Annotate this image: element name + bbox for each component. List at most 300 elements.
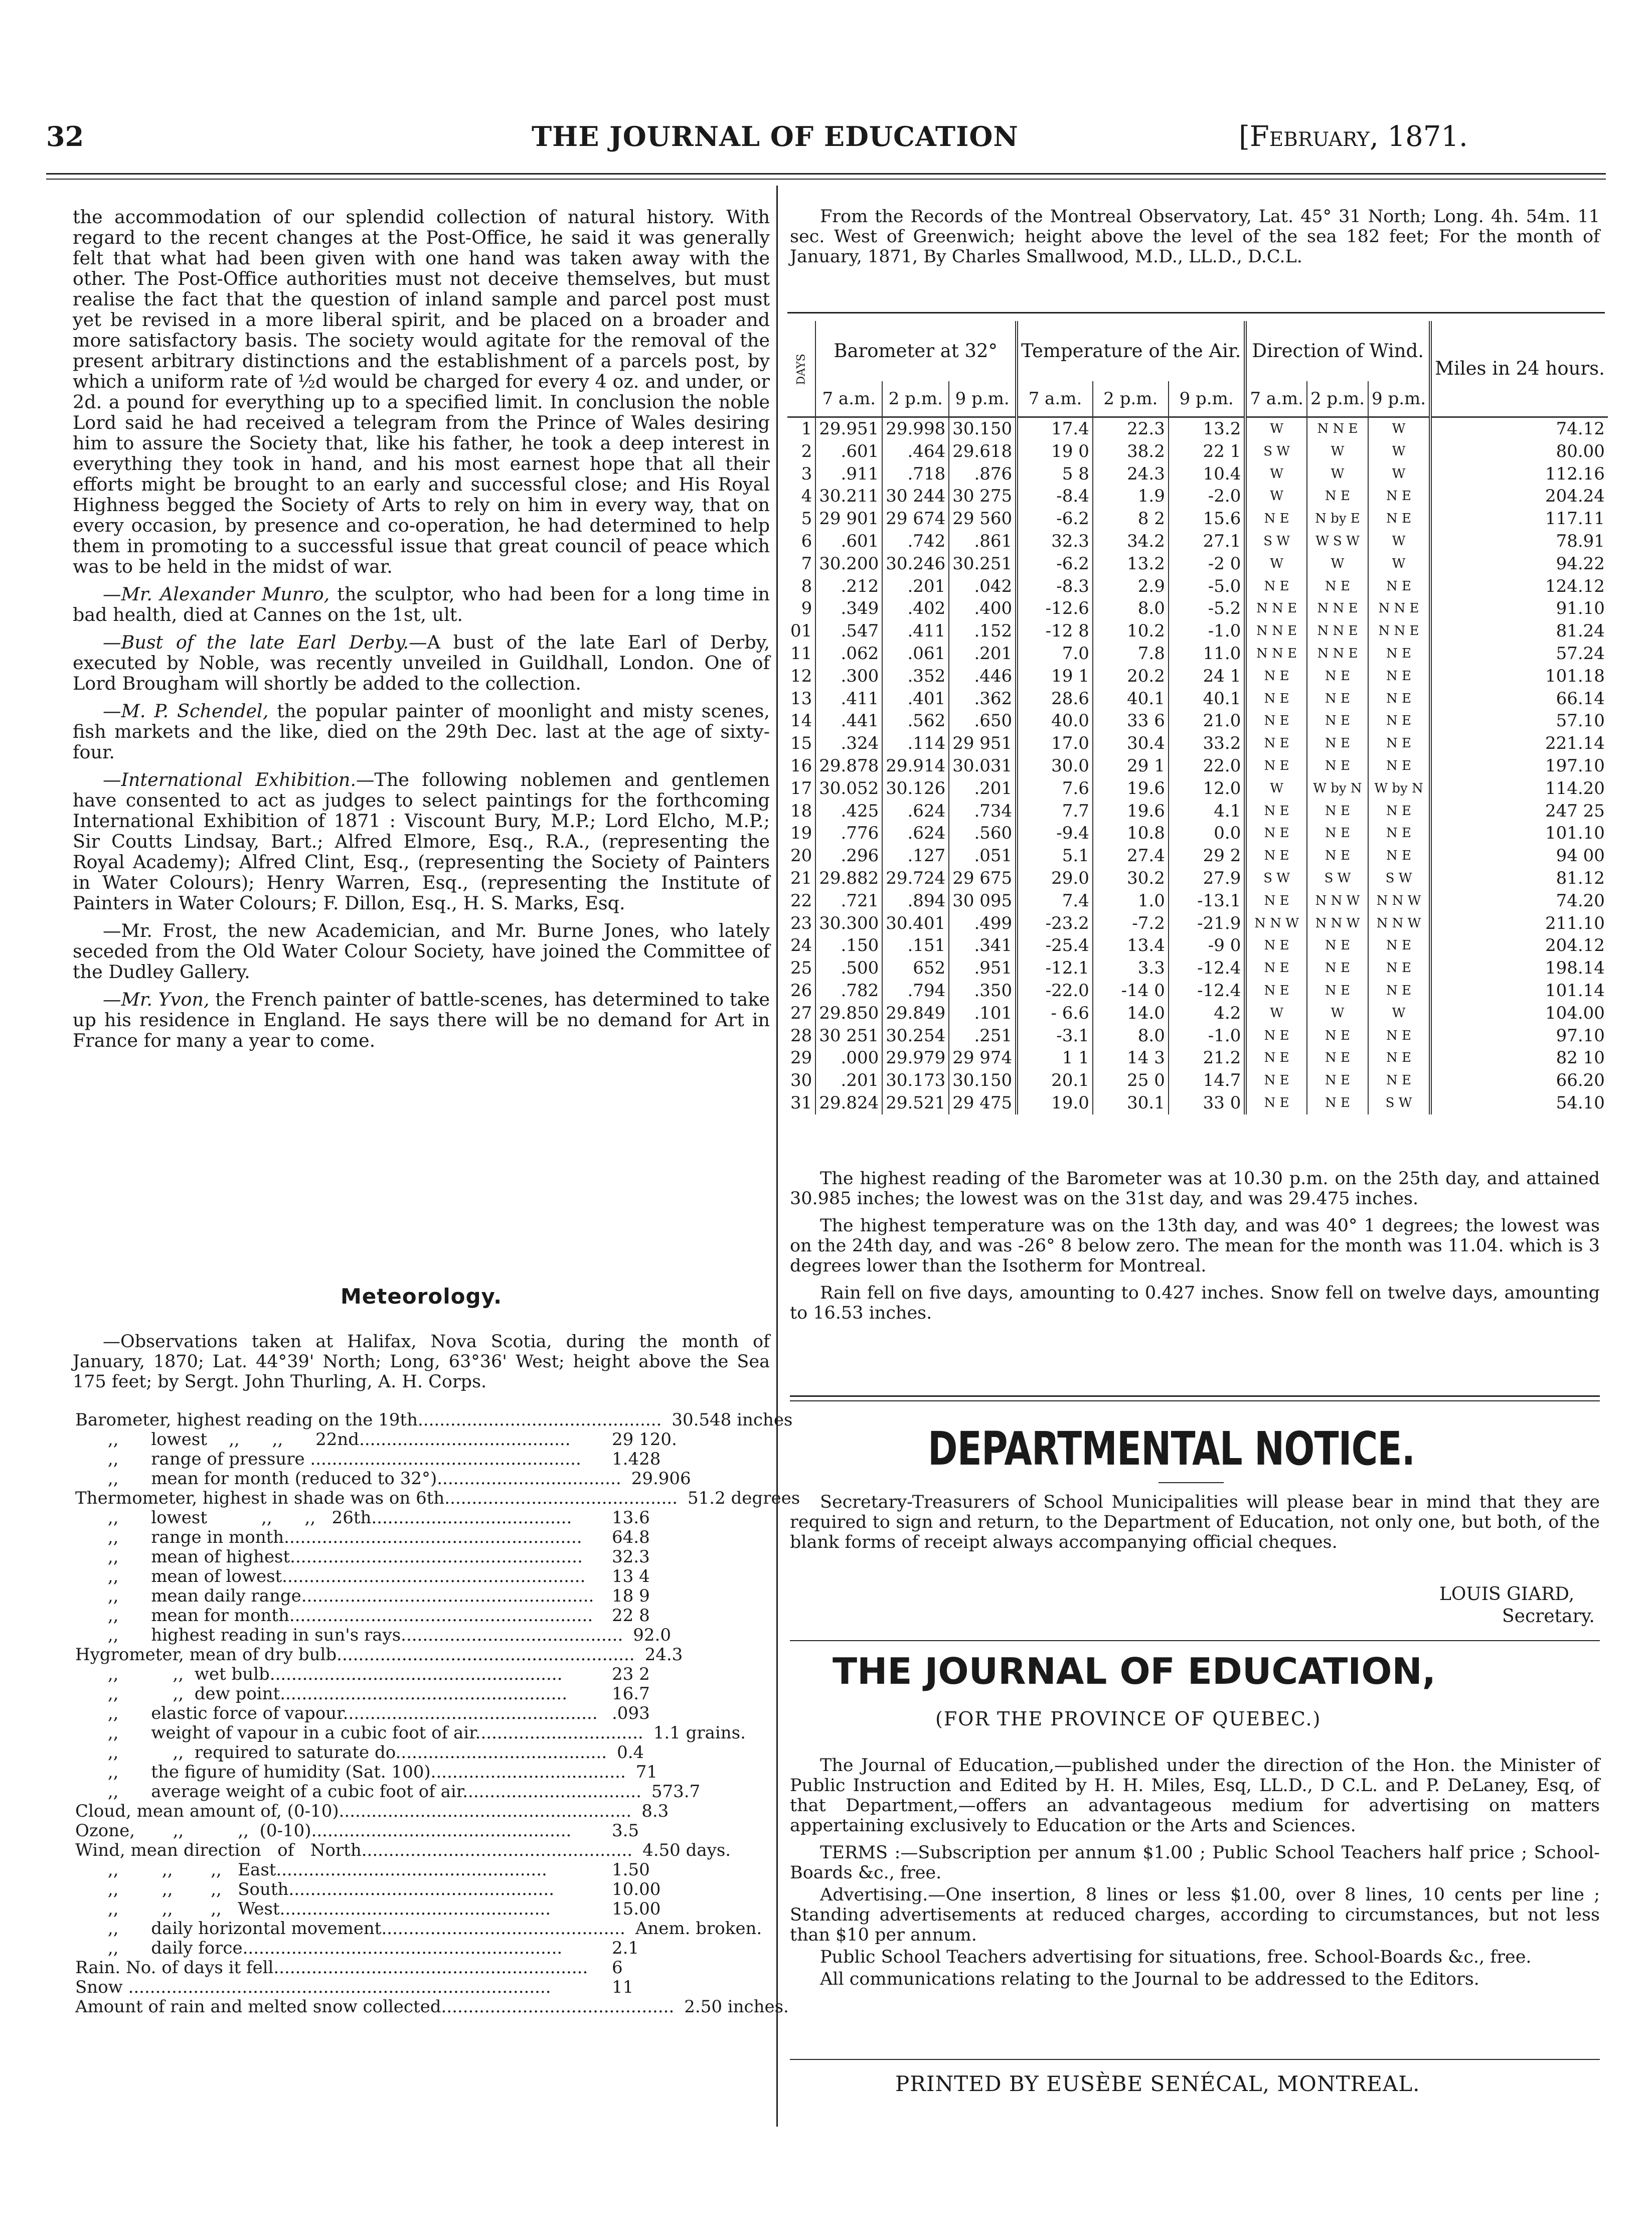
table-cell: 29.0 [1017,867,1093,890]
table-cell: .776 [815,822,882,845]
table-cell: N E [1307,710,1368,732]
lead-schendel: —M. P. Schendel, [103,700,269,722]
table-cell: N E [1307,755,1368,777]
observation-label: ,, ,, ,, West.................................................. [75,1899,551,1919]
table-cell: -23.2 [1017,912,1093,935]
table-cell: 19.6 [1093,777,1169,800]
table-row [787,597,1608,620]
table-cell: .042 [949,575,1017,598]
observation-value: 4.50 days. [642,1840,731,1860]
observation-row [75,1488,800,1508]
table-cell: 30.052 [815,777,882,800]
table-cell: 57.10 [1430,710,1608,732]
table-cell: -2 0 [1169,553,1246,575]
table-cell: N E [1368,1047,1430,1069]
observation-row [75,1684,772,1704]
table-cell: N E [1307,485,1368,508]
table-cell: 25 [790,958,812,979]
table-cell: N E [1307,980,1368,1002]
table-cell: 29.618 [949,440,1017,463]
observation-label: ,, average weight of a cubic foot of air................................. [75,1782,641,1802]
observation-label: ,, mean for month (reduced to 32°).................................. [75,1469,621,1489]
table-cell: - 6.6 [1017,1002,1093,1025]
table-cell: 14.0 [1093,1002,1169,1025]
table-cell: W [1368,417,1430,440]
table-cell: N E [1368,822,1430,845]
table-cell: N E [1368,980,1430,1002]
observation-row [75,1860,772,1880]
journal-ad-title: THE JOURNAL OF EDUCATION, [833,1650,1436,1692]
observation-label: ,, lowest ,, ,, 26th..................................... [75,1508,572,1528]
table-cell: W [1307,553,1368,575]
table-cell: N E [1368,643,1430,665]
time-subheader: 2 p.m. [1307,381,1368,417]
table-cell: 25 0 [1093,1069,1169,1092]
table-cell: N E [1307,688,1368,710]
table-cell: N E [1245,822,1307,845]
observation-value: 16.7 [612,1684,650,1704]
table-cell: 117.11 [1430,508,1608,530]
table-cell: 12.0 [1169,777,1246,800]
table-cell: N N E [1245,643,1307,665]
table-cell: 30.300 [815,912,882,935]
table-cell: N E [1368,1025,1430,1047]
observation-label: ,, mean of highest...................................................... [75,1547,583,1567]
table-cell: 14 [790,711,812,731]
table-cell: W [1307,440,1368,463]
observation-value: 18 9 [612,1586,650,1606]
table-cell: W [1368,440,1430,463]
table-cell: -9.4 [1017,822,1093,845]
table-cell: -12.1 [1017,957,1093,980]
table-cell: 34.2 [1093,530,1169,553]
table-cell: N N E [1307,620,1368,643]
table-cell: N N W [1245,912,1307,935]
table-cell: -1.0 [1169,1025,1246,1047]
table-cell: N N E [1307,643,1368,665]
table-cell: -3.1 [1017,1025,1093,1047]
journal-paragraph-3: Advertising.—One insertion, 8 lines or less $1.00, over 8 lines, 10 cents per line ; Standing advertisements at reduced charges, according to circumstances, but not less than $10 per annum. [790,1885,1600,1945]
table-cell: 30.200 [815,553,882,575]
observation-value: 29.906 [631,1469,691,1489]
table-cell: .352 [882,665,949,688]
table-cell: W [1245,485,1307,508]
table-cell: N E [1368,934,1430,957]
section-rule [790,1395,1600,1397]
table-cell: 01 [790,621,812,642]
table-cell: 24 [790,935,812,956]
table-cell: -8.3 [1017,575,1093,598]
table-cell: 17.0 [1017,732,1093,755]
table-cell: 101.10 [1430,822,1608,845]
table-cell: 26 [790,980,812,1001]
table-cell: 29.882 [815,867,882,890]
table-cell: 0.0 [1169,822,1246,845]
table-row [787,553,1608,575]
table-cell: 30 251 [815,1025,882,1047]
observation-label: ,, mean daily range...................................................... [75,1586,594,1606]
table-cell: 29.521 [882,1092,949,1114]
table-cell: 29.914 [882,755,949,777]
table-cell: 104.00 [1430,1002,1608,1025]
observation-row [75,1606,772,1626]
table-cell: N E [1245,575,1307,598]
table-row [787,867,1608,890]
table-cell: 7 [801,553,812,574]
table-cell: 18 [790,801,812,821]
table-cell: W [1245,417,1307,440]
table-row [787,1002,1608,1025]
table-cell: .000 [815,1047,882,1069]
time-subheader: 7 a.m. [815,381,882,417]
left-column [73,207,770,1058]
table-cell: N E [1368,688,1430,710]
observation-label: Barometer, highest reading on the 19th............................................. [75,1410,662,1430]
table-cell: 7.7 [1017,800,1093,823]
observation-value: 2.50 inches. [684,1997,789,2017]
table-cell: N E [1245,890,1307,912]
table-cell: -12 8 [1017,620,1093,643]
table-cell: N E [1245,508,1307,530]
table-cell: 74.20 [1430,890,1608,912]
journal-header-title: THE JOURNAL OF EDUCATION [532,120,1019,152]
observation-row [75,1997,789,2017]
lead-bust: —Bust of the late Earl Derby. [103,631,409,653]
table-cell: 19.6 [1093,800,1169,823]
table-cell: .152 [949,620,1017,643]
observation-row [75,1410,793,1430]
table-cell: -12.4 [1169,957,1246,980]
table-cell: 1.9 [1093,485,1169,508]
observation-row [75,1547,772,1567]
temperature-header: Temperature of the Air. [1017,321,1245,381]
table-cell: N E [1368,957,1430,980]
observation-value: 3.5 [612,1821,639,1841]
table-cell: 8.0 [1093,597,1169,620]
journal-paragraph-2: TERMS :—Subscription per annum $1.00 ; Public School Teachers half price ; School-Boards &c., free. [790,1843,1600,1883]
table-cell: .350 [949,980,1017,1002]
table-cell: N E [1245,957,1307,980]
observation-row [75,1586,772,1606]
journal-ad-text [790,1755,1600,1996]
table-cell: .402 [882,597,949,620]
printer-credit: PRINTED BY EUSÈBE SENÉCAL, MONTREAL. [895,2071,1420,2096]
table-cell: -6.2 [1017,508,1093,530]
table-cell: 22 1 [1169,440,1246,463]
table-cell: N E [1245,1092,1307,1114]
observation-label: Snow .............................................................................. [75,1977,551,1997]
paragraph-munro [73,584,770,625]
time-subheader: 2 p.m. [882,381,949,417]
table-cell: .300 [815,665,882,688]
table-row [787,485,1608,508]
table-cell: W [1368,530,1430,553]
table-cell: 4.2 [1169,1002,1246,1025]
observation-row [75,1958,772,1978]
table-cell: .251 [949,1025,1017,1047]
table-cell: W [1245,777,1307,800]
observation-value: Anem. broken. [635,1919,762,1939]
table-cell: .446 [949,665,1017,688]
observation-value: 22 8 [612,1606,650,1626]
paragraph-exhibition [73,769,770,913]
table-cell: 33 0 [1169,1092,1246,1114]
issue-date: [February, 1871. [1239,120,1468,153]
table-row [787,463,1608,486]
table-row [787,1092,1608,1114]
printer-rule [790,2059,1600,2060]
table-cell: .051 [949,845,1017,867]
observation-value: 30.548 inches [672,1410,793,1430]
table-cell: -5.0 [1169,575,1246,598]
observation-value: 8.3 [641,1801,669,1821]
table-cell: N E [1245,665,1307,688]
summary-barometer: The highest reading of the Barometer was at 10.30 p.m. on the 25th day, and attained 30.985 inches; the lowest was on the 31st day, and was 29.475 inches. [790,1169,1600,1209]
table-cell: 22 [790,890,812,911]
table-cell: 5 8 [1017,463,1093,486]
header-rule-2 [46,179,1606,180]
table-cell: W [1245,553,1307,575]
paragraph-bust [73,632,770,694]
table-cell: N E [1245,732,1307,755]
observation-label: ,, lowest ,, ,, 22nd....................................... [75,1429,571,1450]
lead-yvon: —Mr. Yvon, [103,989,210,1010]
table-cell: .362 [949,688,1017,710]
table-cell: 112.16 [1430,463,1608,486]
table-cell: 7.0 [1017,643,1093,665]
table-cell: N E [1245,755,1307,777]
table-cell: S W [1245,440,1307,463]
table-row [787,575,1608,598]
table-cell: N N W [1307,912,1368,935]
table-cell: 14 3 [1093,1047,1169,1069]
table-cell: 21.0 [1169,710,1246,732]
table-cell: 80.00 [1430,440,1608,463]
table-cell: .324 [815,732,882,755]
table-cell: 30.173 [882,1069,949,1092]
table-cell: W [1368,553,1430,575]
table-cell: N by E [1307,508,1368,530]
table-cell: W [1307,463,1368,486]
observation-row [75,1723,772,1743]
table-cell: 13.4 [1093,934,1169,957]
table-cell: N N E [1307,597,1368,620]
table-cell: .349 [815,597,882,620]
table-cell: 29.724 [882,867,949,890]
table-cell: -5.2 [1169,597,1246,620]
table-cell: .951 [949,957,1017,980]
observation-label: ,, ,, ,, East.................................................. [75,1860,547,1880]
observation-label: ,, daily horizontal movement............................................. [75,1919,625,1939]
table-cell: S W [1245,867,1307,890]
table-cell: W [1368,463,1430,486]
table-cell: N N E [1368,620,1430,643]
table-row [787,620,1608,643]
table-cell: N E [1368,710,1430,732]
table-cell: N E [1245,710,1307,732]
table-cell: W [1368,1002,1430,1025]
table-cell: .861 [949,530,1017,553]
table-cell: N N E [1245,597,1307,620]
table-cell: 3 [801,463,812,484]
table-cell: .718 [882,463,949,486]
observatory-table [787,321,1608,1114]
paragraph-schendel [73,701,770,762]
table-cell: 101.14 [1430,980,1608,1002]
observation-row [75,1763,772,1782]
meteorology-title: Meteorology. [340,1284,503,1309]
table-cell: N E [1307,665,1368,688]
observation-value: 64.8 [612,1527,650,1547]
observation-row [75,1802,772,1821]
table-cell: 2 [801,441,812,461]
table-cell: .062 [815,643,882,665]
table-cell: N E [1245,845,1307,867]
table-cell: .794 [882,980,949,1002]
observation-value: 2.1 [612,1938,639,1958]
table-cell: N E [1307,1025,1368,1047]
page-number: 32 [46,120,84,152]
table-cell: 29 [790,1048,812,1068]
table-cell: 197.10 [1430,755,1608,777]
table-cell: 8.0 [1093,1025,1169,1047]
table-cell: N E [1245,1047,1307,1069]
journal-ad-subtitle: (FOR THE PROVINCE OF QUEBEC.) [935,1708,1321,1730]
table-cell: .150 [815,934,882,957]
table-row [787,665,1608,688]
summary-wrap [790,1169,1600,1330]
table-cell: 30 275 [949,485,1017,508]
departmental-notice-text: Secretary-Treasurers of School Municipalities will please bear in mind that they are required to sign and return, to the Department of Education, not only one, but both, of the blank forms of receipt always accompanying official cheques. [790,1492,1600,1552]
section-rule-2 [790,1400,1600,1401]
observation-value: 24.3 [644,1645,683,1665]
table-cell: 15.6 [1169,508,1246,530]
observation-row [75,1880,772,1899]
table-cell: 30.4 [1093,732,1169,755]
table-cell: 9 [801,598,812,619]
table-cell: W [1245,463,1307,486]
observation-value: 11 [612,1977,634,1997]
table-cell: N E [1307,732,1368,755]
table-cell: 19.0 [1017,1092,1093,1114]
table-row [787,822,1608,845]
text-munro: the sculptor, who had been for a long time in bad health, died at Cannes on the 1st, ult. [73,583,770,625]
observation-value: 71 [635,1762,658,1782]
journal-paragraph-5: All communications relating to the Journal to be addressed to the Editors. [820,1969,1479,1989]
table-cell: 5 [801,509,812,529]
table-cell: -2.0 [1169,485,1246,508]
observation-row [75,1841,772,1860]
observations-list [75,1410,800,2017]
table-cell: .500 [815,957,882,980]
table-cell: 10.8 [1093,822,1169,845]
table-cell: 33.2 [1169,732,1246,755]
table-cell: .296 [815,845,882,867]
table-cell: 29.951 [815,417,882,440]
observation-label: ,, mean of lowest........................................................ [75,1566,586,1586]
table-cell: 30.031 [949,755,1017,777]
table-cell: 91.10 [1430,597,1608,620]
observation-label: ,, ,, dew point..................................................... [75,1684,568,1704]
table-cell: 21.2 [1169,1047,1246,1069]
table-cell: N N E [1307,417,1368,440]
table-cell: 82 10 [1430,1047,1608,1069]
table-cell: .400 [949,597,1017,620]
table-cell: 29 2 [1169,845,1246,867]
table-top-rule [787,312,1605,313]
table-cell: 204.12 [1430,934,1608,957]
table-cell: N E [1368,1069,1430,1092]
observation-value: 0.4 [617,1742,644,1763]
table-cell: 11 [790,643,812,664]
observation-label: ,, elastic force of vapour............................................... [75,1703,598,1723]
table-cell: 31 [790,1092,812,1113]
table-cell: N N E [1368,597,1430,620]
table-cell: 29.850 [815,1002,882,1025]
observation-value: 92.0 [633,1625,671,1645]
table-cell: 30.401 [882,912,949,935]
table-cell: 54.10 [1430,1092,1608,1114]
table-cell: 17.4 [1017,417,1093,440]
observation-row [75,1821,772,1841]
observation-value: 15.00 [612,1899,661,1919]
dept-short-rule [1159,1482,1224,1483]
table-cell: W by N [1307,777,1368,800]
table-row [787,417,1608,440]
table-cell: .341 [949,934,1017,957]
table-row [787,845,1608,867]
table-cell: N E [1307,1047,1368,1069]
table-cell: 30.1 [1093,1092,1169,1114]
table-cell: 10.4 [1169,463,1246,486]
observation-row [75,1782,772,1802]
table-cell: 29 951 [949,732,1017,755]
table-cell: 29.824 [815,1092,882,1114]
table-row [787,777,1608,800]
table-cell: N N W [1307,890,1368,912]
table-cell: .560 [949,822,1017,845]
time-subheader: 9 p.m. [1169,381,1246,417]
table-cell: 21 [790,868,812,888]
table-cell: 29 674 [882,508,949,530]
observation-row [75,1645,772,1665]
text-frost: —Mr. Frost, the new Academician, and Mr. Burne Jones, who lately seceded from the Old Water Colour Society, have joined the Committee of the Dudley Gallery. [73,920,770,983]
table-cell: S W [1307,867,1368,890]
observation-row [75,1508,772,1528]
observation-value: .093 [612,1703,650,1723]
observation-row [75,1919,772,1939]
table-cell: 114.20 [1430,777,1608,800]
table-cell: N E [1307,1092,1368,1114]
table-cell: 27.9 [1169,867,1246,890]
text-exhibition: —The following noblemen and gentlemen have consented to act as judges to select paintings for the forthcoming International Exhibition of 1871 : Viscount Bury, M.P.; Lord Elcho, M.P.; Sir Coutts Lindsay, Bart.; Alfred Elmore, Esq., R.A., (representing the Royal Academy); Alfred Clint, Esq., (representing the Society of Painters in Water Colours); Henry Warren, Esq., (representing the Institute of Painters in Water Colours; F. Dillon, Esq., H. S. Marks, Esq. [73,769,770,914]
table-cell: .212 [815,575,882,598]
table-cell: 28 [790,1025,812,1046]
table-row [787,688,1608,710]
table-cell: 29 560 [949,508,1017,530]
observation-label: Thermometer, highest in shade was on 6th........................................... [75,1488,678,1508]
table-cell: 81.24 [1430,620,1608,643]
table-cell: W S W [1307,530,1368,553]
table-cell: 20.1 [1017,1069,1093,1092]
table-row [787,980,1608,1002]
table-cell: 652 [882,957,949,980]
observatory-intro: From the Records of the Montreal Observatory, Lat. 45° 31 North; Long. 4h. 54m. 11 sec. West of Greenwich; height above the level of the sea 182 feet; For the month of January, 1871, By Charles Smallwood, M.D., LL.D., D.C.L. [790,207,1600,267]
table-row [787,440,1608,463]
observation-label: ,, range of pressure .................................................. [75,1449,581,1469]
table-cell: 30.211 [815,485,882,508]
table-cell: .441 [815,710,882,732]
